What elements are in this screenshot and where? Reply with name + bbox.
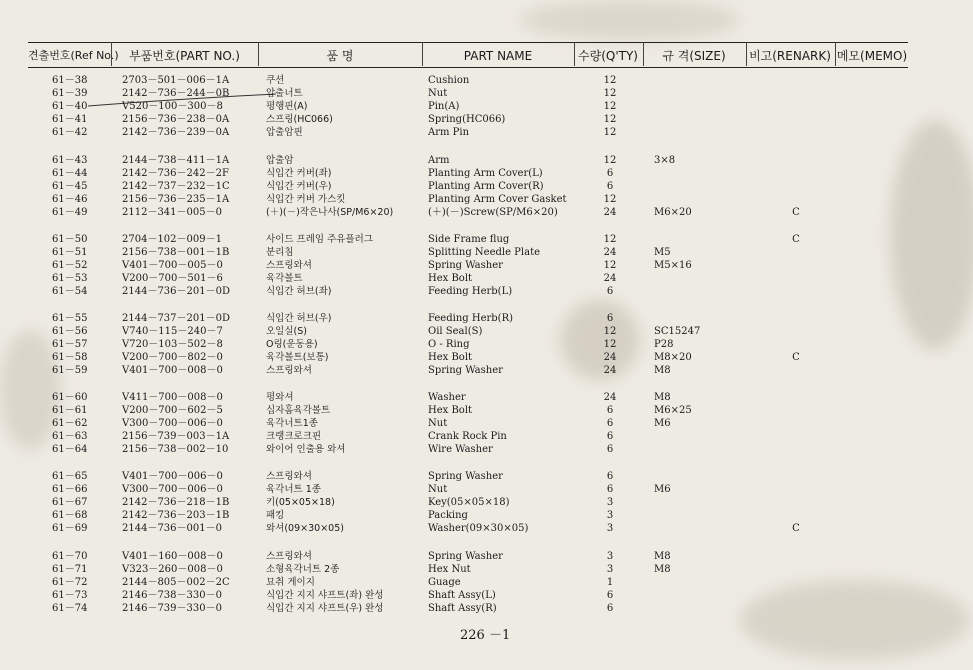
cell-part: V411－700－008－0 [122, 392, 223, 403]
cell-name: Side Frame flug [428, 234, 510, 245]
cell-kor: 평와셔 [266, 392, 294, 403]
cell-ref: 61－58 [52, 352, 88, 364]
cell-ref: 61－69 [52, 523, 88, 535]
cell-qty: 24 [603, 247, 617, 259]
cell-qty: 12 [603, 260, 617, 272]
cell-name: Key(05×05×18) [428, 497, 510, 509]
cell-ref: 61－50 [52, 234, 88, 245]
cell-name: Oil Seal(S) [428, 326, 483, 338]
cell-name: Feeding Herb(L) [428, 286, 513, 298]
cell-part: 2156－738－002－10 [122, 444, 229, 456]
cell-part: V740－115－240－7 [122, 326, 223, 338]
header-ref-no: 견출번호(Ref No.) [28, 49, 119, 62]
cell-part: 2144－805－002－2C [122, 577, 230, 589]
cell-qty: 6 [606, 444, 614, 456]
cell-ref: 61－66 [52, 484, 88, 496]
cell-ref: 61－56 [52, 326, 88, 338]
cell-ref: 61－39 [52, 88, 88, 100]
header-size: 규 격(SIZE) [662, 49, 726, 63]
cell-qty: 24 [603, 365, 617, 377]
col-divider [258, 42, 259, 66]
cell-ref: 61－46 [52, 194, 88, 206]
col-divider [111, 42, 112, 66]
cell-size: M6×20 [654, 207, 692, 219]
cell-kor: 키(05×05×18) [266, 497, 335, 509]
page-number: 226 －1 [460, 628, 511, 643]
cell-ref: 61－53 [52, 273, 88, 285]
cell-part: V300－700－006－0 [122, 418, 223, 430]
cell-ref: 61－57 [52, 339, 88, 351]
cell-kor: 압출너트 [266, 88, 303, 100]
cell-name: Planting Arm Cover(R) [428, 181, 544, 193]
cell-qty: 3 [606, 564, 614, 576]
cell-part: 2144－738－411－1A [122, 155, 230, 166]
cell-size: M6 [654, 418, 671, 430]
cell-qty: 6 [606, 168, 614, 180]
cell-name: O - Ring [428, 339, 470, 351]
cell-qty: 12 [603, 339, 617, 351]
cell-part: V720－103－502－8 [122, 339, 223, 351]
cell-part: V200－700－602－5 [122, 405, 223, 417]
cell-name: Shaft Assy(L) [428, 590, 496, 602]
cell-kor: 쿠션 [266, 75, 285, 86]
cell-qty: 12 [603, 234, 617, 245]
header-remark: 비고(RENARK) [749, 49, 831, 63]
cell-kor: 스프링와셔 [266, 471, 312, 482]
cell-kor: 식입간 커버(좌) [266, 168, 332, 180]
cell-ref: 61－62 [52, 418, 88, 430]
cell-kor: 압출암 [266, 155, 294, 166]
cell-name: Hex Nut [428, 564, 471, 576]
cell-kor: 평행핀(A) [266, 101, 308, 113]
cell-qty: 6 [606, 471, 614, 482]
cell-kor: 압출암핀 [266, 127, 303, 139]
header-top-rule [28, 42, 908, 43]
cell-name: Spring Washer [428, 551, 503, 562]
cell-ref: 61－63 [52, 431, 88, 443]
col-divider [835, 42, 836, 66]
cell-rem: C [792, 352, 800, 364]
cell-name: Hex Bolt [428, 405, 473, 417]
cell-rem: C [792, 234, 800, 245]
cell-kor: 소형육각너트 2종 [266, 564, 340, 576]
cell-ref: 61－40 [52, 101, 88, 113]
cell-qty: 12 [603, 127, 617, 139]
cell-kor: 식입간 지지 샤프트(좌) 완성 [266, 590, 384, 602]
cell-kor: 식입간 허브(좌) [266, 286, 332, 298]
cell-ref: 61－68 [52, 510, 88, 522]
cell-part: 2156－739－003－1A [122, 431, 230, 443]
cell-size: M5×16 [654, 260, 692, 272]
cell-size: 3×8 [654, 155, 676, 166]
cell-size: M8 [654, 564, 671, 576]
cell-ref: 61－52 [52, 260, 88, 272]
cell-name: Planting Arm Cover Gasket [428, 194, 567, 206]
cell-ref: 61－44 [52, 168, 88, 180]
header-part-name: PART NAME [463, 49, 533, 63]
cell-name: (＋)(－)Screw(SP/M6×20) [428, 207, 558, 219]
cell-ref: 61－42 [52, 127, 88, 139]
cell-ref: 61－73 [52, 590, 88, 602]
cell-kor: 육각너트 1종 [266, 484, 321, 496]
cell-ref: 61－61 [52, 405, 88, 417]
cell-part: 2703－501－006－1A [122, 75, 230, 86]
cell-part: 2146－739－330－0 [122, 603, 222, 615]
cell-name: Spring Washer [428, 471, 503, 482]
cell-kor: 분리침 [266, 247, 294, 259]
cell-qty: 3 [606, 497, 614, 509]
header-memo: 메모(MEMO) [836, 49, 908, 63]
cell-name: Washer(09×30×05) [428, 523, 529, 535]
cell-qty: 6 [606, 405, 614, 417]
cell-size: M6 [654, 484, 671, 496]
paper-stain [0, 330, 60, 450]
cell-part: 2142－736－239－0A [122, 127, 230, 139]
cell-qty: 6 [606, 590, 614, 602]
cell-part: V401－700－008－0 [122, 365, 223, 377]
col-divider [643, 42, 644, 66]
cell-name: Crank Rock Pin [428, 431, 507, 443]
cell-size: M5 [654, 247, 671, 259]
cell-part: 2144－737－201－0D [122, 313, 231, 324]
cell-name: Washer [428, 392, 466, 403]
cell-kor: 오일실(S) [266, 326, 307, 338]
cell-qty: 3 [606, 551, 614, 562]
cell-part: V200－700－802－0 [122, 352, 223, 364]
cell-name: Pin(A) [428, 101, 460, 113]
cell-kor: 사이드 프레임 주유플러그 [266, 234, 373, 245]
cell-size: M6×25 [654, 405, 692, 417]
cell-kor: 스프링와셔 [266, 260, 312, 272]
cell-part: 2156－738－001－1B [122, 247, 230, 259]
cell-ref: 61－54 [52, 286, 88, 298]
cell-part: V401－700－005－0 [122, 260, 223, 272]
col-divider [422, 42, 423, 66]
cell-name: Guage [428, 577, 461, 589]
cell-qty: 12 [603, 101, 617, 113]
cell-ref: 61－70 [52, 551, 88, 562]
cell-qty: 6 [606, 603, 614, 615]
cell-ref: 61－51 [52, 247, 88, 259]
cell-size: M8 [654, 392, 671, 403]
header-qty: 수량(Q'TY) [578, 49, 638, 63]
cell-ref: 61－60 [52, 392, 88, 403]
cell-name: Arm [428, 155, 450, 166]
cell-part: 2704－102－009－1 [122, 234, 222, 245]
cell-size: M8 [654, 551, 671, 562]
cell-name: Nut [428, 484, 448, 496]
col-divider [746, 42, 747, 66]
cell-qty: 12 [603, 75, 617, 86]
header-korean-name: 품 명 [326, 49, 354, 63]
cell-name: Wire Washer [428, 444, 493, 456]
cell-kor: 식입간 지지 샤프트(우) 완성 [266, 603, 384, 615]
cell-kor: 스프링(HC066) [266, 114, 333, 126]
cell-part: 2142－736－244－0B [122, 88, 230, 100]
cell-name: Spring(HC066) [428, 114, 506, 126]
cell-qty: 24 [603, 392, 617, 403]
cell-part: V200－700－501－6 [122, 273, 223, 285]
cell-size: P28 [654, 339, 674, 351]
cell-part: 2156－736－235－1A [122, 194, 230, 206]
cell-size: SC15247 [654, 326, 701, 338]
table-header [28, 44, 908, 68]
cell-kor: 십자홈육각볼트 [266, 405, 331, 417]
cell-part: 2156－736－238－0A [122, 114, 230, 126]
cell-qty: 24 [603, 273, 617, 285]
cell-part: 2142－737－232－1C [122, 181, 230, 193]
header-part-no: 부품번호(PART NO.) [129, 49, 240, 63]
cell-ref: 61－41 [52, 114, 88, 126]
cell-ref: 61－65 [52, 471, 88, 482]
cell-part: V323－260－008－0 [122, 564, 223, 576]
cell-kor: 육각너트1종 [266, 418, 318, 430]
cell-size: M8×20 [654, 352, 692, 364]
paper-stain [890, 120, 973, 350]
cell-name: Splitting Needle Plate [428, 247, 541, 259]
cell-part: V300－700－006－0 [122, 484, 223, 496]
cell-ref: 61－64 [52, 444, 88, 456]
cell-part: 2112－341－005－0 [122, 207, 222, 219]
cell-part: V401－700－006－0 [122, 471, 223, 482]
cell-name: Cushion [428, 75, 470, 86]
cell-qty: 12 [603, 88, 617, 100]
paper-stain [740, 580, 970, 660]
col-divider [574, 42, 575, 66]
cell-name: Spring Washer [428, 260, 503, 272]
cell-ref: 61－72 [52, 577, 88, 589]
cell-qty: 24 [603, 207, 617, 219]
cell-qty: 6 [606, 418, 614, 430]
cell-ref: 61－74 [52, 603, 88, 615]
cell-ref: 61－67 [52, 497, 88, 509]
cell-rem: C [792, 207, 800, 219]
cell-kor: 스프링와셔 [266, 551, 312, 562]
cell-kor: 패킹 [266, 510, 285, 522]
cell-size: M8 [654, 365, 671, 377]
cell-qty: 12 [603, 194, 617, 206]
cell-kor: 육각볼트(보통) [266, 352, 329, 364]
cell-ref: 61－38 [52, 75, 88, 86]
cell-name: Nut [428, 88, 448, 100]
cell-name: Hex Bolt [428, 352, 473, 364]
cell-ref: 61－71 [52, 564, 88, 576]
cell-qty: 6 [606, 286, 614, 298]
cell-kor: 와셔(09×30×05) [266, 523, 344, 535]
cell-part: 2142－736－218－1B [122, 497, 230, 509]
cell-ref: 61－49 [52, 207, 88, 219]
cell-ref: 61－59 [52, 365, 88, 377]
cell-part: V520－100－300－8 [122, 101, 223, 113]
cell-kor: 식입간 커버 가스킷 [266, 194, 346, 206]
cell-qty: 6 [606, 181, 614, 193]
cell-name: Hex Bolt [428, 273, 473, 285]
cell-ref: 61－55 [52, 313, 88, 324]
cell-name: Arm Pin [428, 127, 470, 139]
cell-name: Feeding Herb(R) [428, 313, 513, 324]
cell-qty: 12 [603, 326, 617, 338]
paper-stain [520, 0, 740, 40]
cell-qty: 6 [606, 431, 614, 443]
cell-name: Packing [428, 510, 468, 522]
cell-kor: 식입간 허브(우) [266, 313, 332, 324]
cell-kor: 와이어 인출용 와셔 [266, 444, 346, 456]
cell-qty: 1 [606, 577, 614, 589]
cell-part: 2142－736－203－1B [122, 510, 230, 522]
cell-qty: 3 [606, 510, 614, 522]
cell-kor: (＋)(－)작은나사(SP/M6×20) [266, 207, 394, 219]
cell-name: Spring Washer [428, 365, 503, 377]
cell-name: Shaft Assy(R) [428, 603, 497, 615]
cell-part: 2142－736－242－2F [122, 168, 229, 180]
cell-kor: 식입간 커버(우) [266, 181, 332, 193]
cell-ref: 61－43 [52, 155, 88, 166]
cell-name: Nut [428, 418, 448, 430]
cell-part: 2144－736－201－0D [122, 286, 231, 298]
cell-part: 2146－738－330－0 [122, 590, 222, 602]
cell-qty: 24 [603, 352, 617, 364]
cell-name: Planting Arm Cover(L) [428, 168, 543, 180]
cell-kor: O링(운동용) [266, 339, 318, 351]
cell-kor: 스프링와셔 [266, 365, 312, 377]
cell-qty: 6 [606, 313, 614, 324]
cell-ref: 61－45 [52, 181, 88, 193]
cell-kor: 육각볼트 [266, 273, 303, 285]
cell-part: 2144－736－001－0 [122, 523, 222, 535]
cell-qty: 12 [603, 114, 617, 126]
cell-rem: C [792, 523, 800, 535]
cell-qty: 6 [606, 484, 614, 496]
cell-kor: 크랭크로크핀 [266, 431, 322, 443]
cell-kor: 묘취 게이지 [266, 577, 315, 589]
cell-qty: 3 [606, 523, 614, 535]
cell-qty: 12 [603, 155, 617, 166]
cell-part: V401－160－008－0 [122, 551, 223, 562]
